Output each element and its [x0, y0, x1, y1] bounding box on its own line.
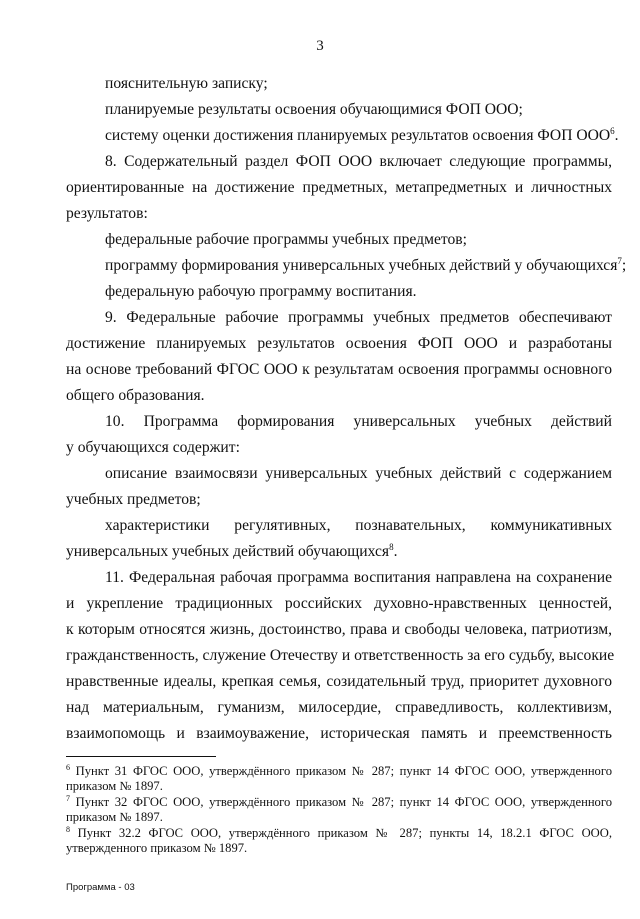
body-line: взаимопомощь и взаимоуважение, историческая память и преемственность — [66, 725, 612, 742]
body-line: у обучающихся содержит: — [66, 439, 240, 456]
body-line — [105, 126, 619, 146]
body-line: федеральные рабочие программы учебных предметов; — [105, 231, 467, 248]
page-number: 3 — [316, 38, 324, 54]
body-line: на основе требований ФГОС ООО к результатам освоения программы основного — [66, 361, 612, 378]
line-text: систему оценки достижения планируемых результатов освоения ФОП ООО — [105, 127, 611, 144]
footnote-text: Пункт 32.2 ФГОС ООО, утверждённого приказом № 287; пункты 14, 18.2.1 ФГОС ООО, — [77, 826, 612, 840]
footnote-text: Пункт 31 ФГОС ООО, утверждённого приказом № 287; пункт 14 ФГОС ООО, утвержденного — [75, 764, 612, 778]
footnote-ref-7: 7 — [617, 256, 622, 266]
body-line: пояснительную записку; — [105, 75, 268, 92]
line-text: программу формирования универсальных учебных действий у обучающихся — [105, 257, 618, 274]
body-line: 8. Содержательный раздел ФОП ООО включает следующие программы, — [105, 153, 612, 170]
footnote-text: Пункт 32 ФГОС ООО, утверждённого приказом № 287; пункт 14 ФГОС ООО, утвержденного — [75, 795, 612, 809]
body-line: 10. Программа формирования универсальных учебных действий — [105, 413, 612, 430]
line-punct: ; — [621, 257, 627, 274]
body-line: к которым относятся жизнь, достоинство, права и свободы человека, патриотизм, — [66, 621, 612, 638]
footnote-line: приказом № 1897. — [66, 779, 163, 793]
footnote-mark: 7 — [66, 794, 70, 803]
footnote-ref-6: 6 — [610, 126, 615, 136]
body-line: планируемые результаты освоения обучающимися ФОП ООО; — [105, 101, 523, 118]
body-line: ориентированные на достижение предметных, метапредметных и личностных — [66, 179, 612, 196]
body-line: нравственные идеалы, крепкая семья, созидательный труд, приоритет духовного — [66, 673, 612, 690]
footer-label: Программа - 03 — [66, 882, 135, 893]
body-line: результатов: — [66, 205, 148, 222]
line-text: универсальных учебных действий обучающихся — [66, 543, 390, 560]
footnote-ref-8: 8 — [389, 542, 394, 552]
body-line: федеральную рабочую программу воспитания. — [105, 283, 417, 300]
body-line — [105, 256, 627, 276]
footnote-line — [66, 826, 612, 841]
body-line: над материальным, гуманизм, милосердие, справедливость, коллективизм, — [66, 699, 612, 716]
footnote-mark: 6 — [66, 763, 70, 772]
footnote-line — [66, 764, 612, 779]
line-punct: . — [393, 543, 398, 560]
footnote-mark: 8 — [66, 825, 70, 834]
body-line: и укрепление традиционных российских духовно-нравственных ценностей, — [66, 595, 612, 612]
footnote-separator — [66, 756, 216, 757]
footnote-line: утвержденного приказом № 1897. — [66, 841, 248, 855]
body-line: описание взаимосвязи универсальных учебных действий с содержанием — [105, 465, 612, 482]
body-line: характеристики регулятивных, познавательных, коммуникативных — [105, 517, 612, 534]
footnote-line — [66, 795, 612, 810]
body-line: 9. Федеральные рабочие программы учебных предметов обеспечивают — [105, 309, 612, 326]
line-punct: . — [614, 127, 619, 144]
body-line: гражданственность, служение Отечеству и ответственность за его судьбу, высокие — [66, 647, 615, 664]
body-line: достижение планируемых результатов освоения ФОП ООО и разработаны — [66, 335, 612, 352]
body-line: общего образования. — [66, 387, 205, 404]
body-line — [66, 542, 612, 562]
body-line: учебных предметов; — [66, 491, 201, 508]
footnote-line: приказом № 1897. — [66, 810, 163, 824]
body-line: 11. Федеральная рабочая программа воспитания направлена на сохранение — [105, 569, 612, 586]
